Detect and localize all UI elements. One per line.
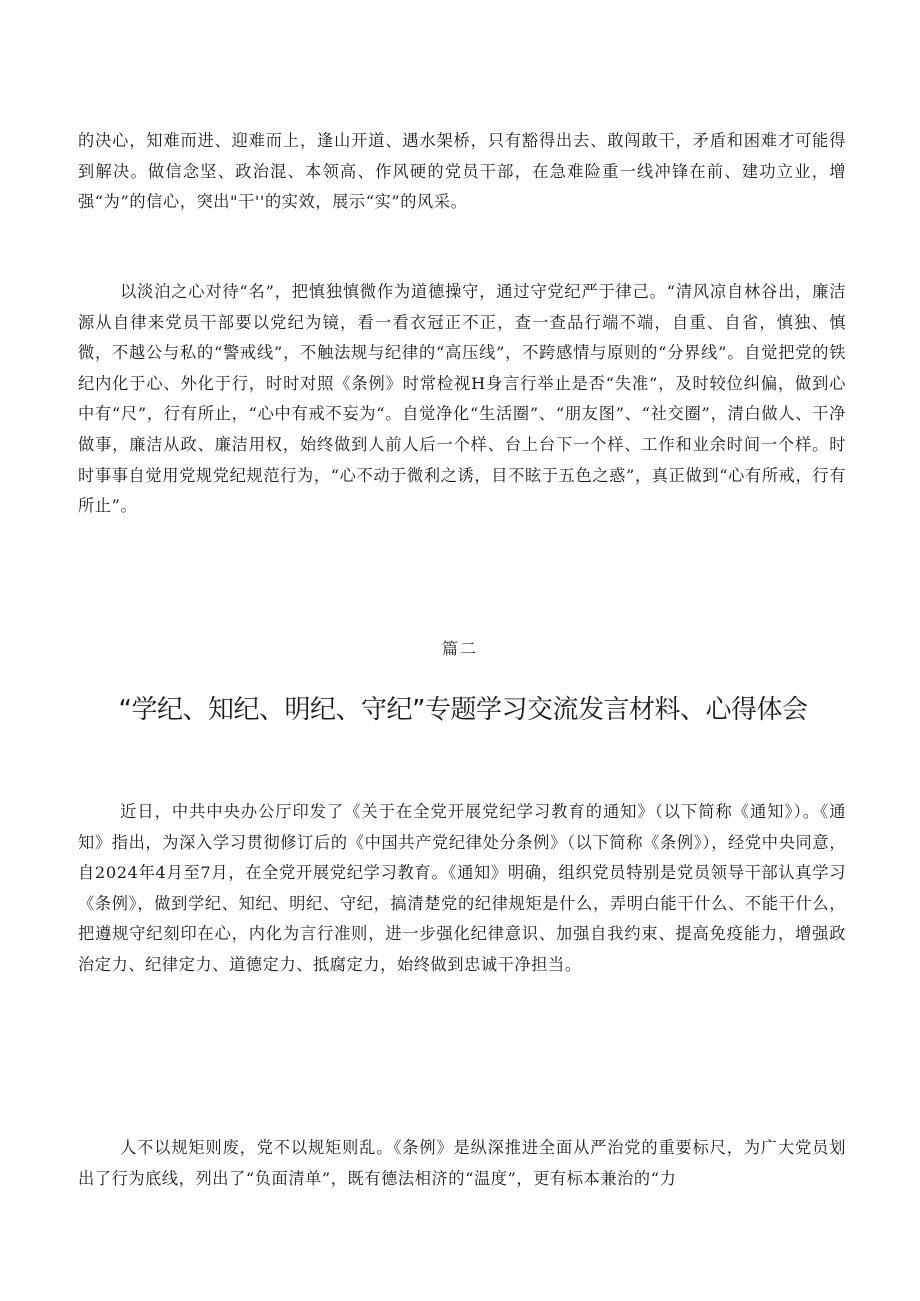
paragraph-rules-standard: 人不以规矩则废，党不以规矩则乱。《条例》是纵深推进全面从严治党的重要标尺，为广大党员划出了行为底线，列出了“负面清单”，既有德法相济的“温度”，更有标本兼治的“力 <box>78 1138 846 1188</box>
paragraph-name-attitude: 以淡泊之心对待“名”，把慎独慎微作为道德操守，通过守党纪严于律己。“清风凉自林谷出，廉洁源从自律来党员干部要以党纪为镜，看一看衣冠正不正，查一查品行端不端，自重、自省，慎独、慎微，不越公与私的“警戒线”，不触法规与纪律的“高压线”，不跨感情与原则的“分界线”。自觉把党的铁纪内化于心、外化于行，时时对照《条例》时常检视H身言行举止是否“失准”，及时较位纠偏，做到心中有“尺”，行有所止，“心中有戒不妄为“。自觉净化“生活圈”、“朋友图”、“社交圈”，清白做人、干净做事，廉洁从政、廉洁用权，始终做到人前人后一个样、台上台下一个样、工作和业余时间一个样。时时事事自觉用党规党纪规范行为，“心不动于微利之诱，目不眩于五色之惑”，真正做到“心有所戒，行有所止”。 <box>78 282 846 516</box>
paragraph-continued: 的决心，知难而进、迎难而上，逢山开道、遇水架桥，只有豁得出去、敢闯敢干，矛盾和困难才可能得到解决。做信念坚、政治混、本领高、作风硬的党员干部，在急难险重一线冲锋在前、建功立业，增强“为”的信心，突出"干''的实效，展示“实”的风采。 <box>78 131 846 212</box>
document-title: “学纪、知纪、明纪、守纪”专题学习交流发言材料、心得体会 <box>118 695 808 725</box>
section-label: 篇二 <box>441 639 478 658</box>
paragraph-notice-intro: 近日，中共中央办公厅印发了《关于在全党开展党纪学习教育的通知》（以下简称《通知》）。《通知》指出，为深入学习贯彻修订后的《中国共产党纪律处分条例》（以下简称《条例》），经党中央同意，自2024年4月至7月，在全党开展党纪学习教育。《通知》明确，组织党员特别是党员领导干部认真学习《条例》，做到学纪、知纪、明纪、守纪，搞清楚党的纪律规矩是什么，弄明白能干什么、不能干什么，把遵规守纪刻印在心，内化为言行准则，进一步强化纪律意识、加强自我约束、提高免疫能力，增强政治定力、纪律定力、道德定力、抵腐定力，始终做到忠诚干净担当。 <box>78 802 846 974</box>
